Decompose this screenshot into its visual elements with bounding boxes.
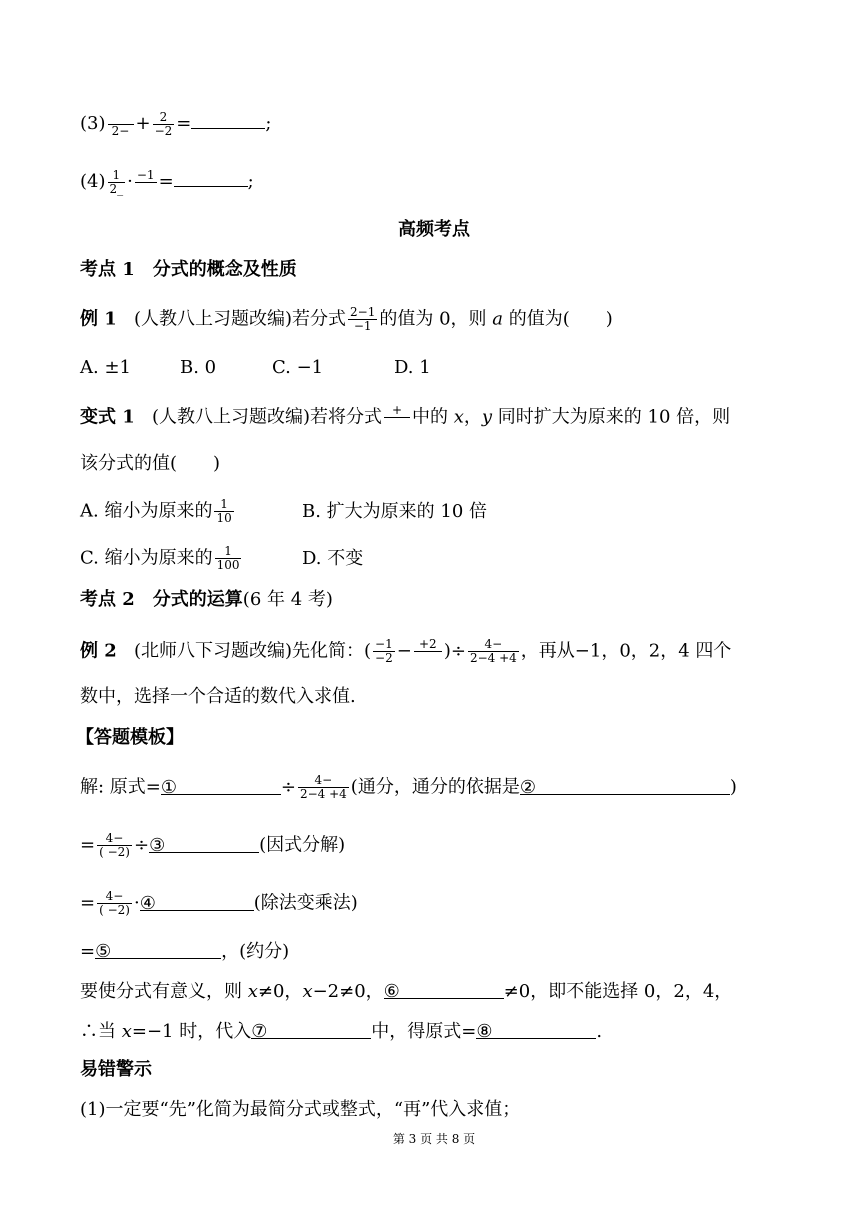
answer-blank-4[interactable]: [139, 892, 254, 914]
variant-1-text-end: 同时扩大为原来的 10 倍，则: [492, 406, 731, 428]
solution-line-1: [80, 774, 737, 801]
answer-blank-5[interactable]: [95, 940, 221, 962]
option-c-text: C. 缩小为原来的: [80, 547, 213, 569]
variant-1: [80, 404, 730, 431]
variable-y: y: [481, 406, 493, 428]
section-title: 高频考点: [398, 219, 470, 240]
answer-template-title: 【答题模板】: [76, 727, 184, 748]
solution-line-2: [80, 832, 345, 859]
solution-text: −2≠0，: [312, 981, 384, 1002]
example-2-fraction-1: $\frac{-1}{-2}$: [375, 637, 393, 665]
example-1: [80, 306, 613, 333]
circled-3: ③: [149, 834, 166, 856]
variable-x: x: [453, 406, 464, 428]
answer-blank-q4[interactable]: [174, 168, 248, 187]
variant-1-options-ab: [80, 498, 487, 525]
variant-1-fraction: +: [384, 404, 410, 431]
solution-line-4: [80, 940, 289, 964]
solution-text: 要使分式有意义，则: [80, 981, 248, 1002]
divide-sign: ÷: [280, 776, 296, 798]
circled-5: ⑤: [95, 941, 112, 962]
option-a-fraction: $\frac{1}{10}$: [216, 497, 232, 525]
example-2-fraction-2: +2: [414, 638, 442, 665]
circled-2: ②: [519, 776, 536, 798]
solution-text: ≠0，即不能选择 0，2，4，: [503, 981, 733, 1002]
answer-blank-2[interactable]: [519, 776, 730, 798]
q4-label: (4): [80, 171, 106, 192]
key-point-1-title: 考点 1 分式的概念及性质: [80, 259, 297, 280]
q4-fraction-2: −1: [136, 167, 155, 182]
circled-8: ⑧: [476, 1021, 493, 1042]
equals-sign: =: [80, 892, 96, 914]
example-1-label: 例 1: [80, 308, 117, 330]
q3-fraction-2: $\frac{2}{-2}$: [154, 109, 173, 138]
option-a[interactable]: A. ±1: [80, 357, 131, 378]
key-point-2: [80, 588, 333, 612]
dot-operator: ·: [127, 171, 133, 192]
warning-title: 易错警示: [80, 1059, 152, 1080]
equals-sign: =: [176, 113, 192, 134]
variant-1-text: 中的: [412, 406, 454, 428]
period: .: [596, 1021, 603, 1042]
example-1-source: (人教八上习题改编)若分式: [133, 308, 347, 330]
example-2: [80, 638, 731, 665]
answer-blank-7[interactable]: [251, 1020, 371, 1042]
variant-1-source: (人教八上习题改编)若将分式: [151, 406, 383, 428]
question-4: [80, 168, 254, 196]
variant-1-label: 变式 1: [80, 406, 135, 428]
close-paren: ): [729, 776, 737, 798]
example-1-options: [80, 356, 431, 380]
key-point-2-note: (6 年 4 考): [242, 589, 333, 610]
answer-blank-8[interactable]: [476, 1020, 596, 1042]
option-b[interactable]: B. 扩大为原来的 10 倍: [302, 500, 488, 522]
variable-x: x: [247, 981, 258, 1002]
solution-text: ∴当: [80, 1021, 122, 1042]
solution-fraction-1: $\frac{4-}{2-4 +4}$: [299, 773, 347, 801]
option-a-text: A. 缩小为原来的: [80, 500, 213, 522]
option-d[interactable]: D. 1: [394, 357, 431, 378]
solution-text: =−1 时，代入: [131, 1021, 252, 1042]
option-a[interactable]: [80, 498, 302, 525]
solution-fraction-2: $\frac{4-}{( -2)}$: [99, 831, 130, 859]
example-2-fraction-3: $\frac{4-}{2-4 +4}$: [469, 637, 517, 665]
example-2-line-2: 数中，选择一个合适的数代入求值.: [80, 686, 356, 707]
divide-sign: ÷: [133, 834, 150, 856]
variant-1-options-cd: [80, 545, 363, 572]
comma: ，: [463, 406, 482, 428]
solution-line-6: [80, 1020, 602, 1044]
example-1-text: 的值为 0，则: [379, 308, 493, 330]
example-2-source: (北师八下习题改编)先化简：(: [133, 640, 372, 662]
example-2-label: 例 2: [80, 640, 117, 662]
warning-item-1: (1)一定要“先”化简为最简分式或整式，“再”代入求值；: [80, 1099, 521, 1120]
solution-text: ≠0，: [257, 981, 303, 1002]
option-d[interactable]: D. 不变: [302, 547, 364, 569]
minus-sign: −: [396, 640, 412, 662]
dot-operator: ·: [133, 892, 140, 914]
circled-4: ④: [139, 892, 156, 914]
answer-blank-q3[interactable]: [191, 110, 265, 129]
question-3: [80, 110, 271, 138]
example-1-text-end: 的值为( ): [502, 308, 613, 330]
equals-sign: =: [80, 941, 96, 962]
variable-x: x: [121, 1021, 132, 1042]
answer-blank-1[interactable]: [160, 776, 281, 798]
answer-blank-6[interactable]: [383, 980, 504, 1002]
semicolon: ;: [265, 113, 272, 134]
semicolon: ;: [247, 171, 254, 192]
key-point-2-title: 考点 2 分式的运算: [80, 589, 243, 610]
circled-1: ①: [160, 776, 178, 798]
page-footer: 第 3 页 共 8 页: [392, 1132, 476, 1146]
solution-line-3: [80, 890, 358, 917]
circled-7: ⑦: [251, 1021, 268, 1042]
solution-note-4: ，(约分): [221, 941, 290, 962]
circled-6: ⑥: [383, 981, 400, 1002]
solution-note-1: (通分，通分的依据是: [350, 776, 520, 798]
example-2-text-end: ，再从−1，0，2，4 四个: [520, 640, 732, 662]
example-1-fraction: $\frac{2-1}{-1}$: [350, 305, 376, 333]
option-c[interactable]: [80, 545, 302, 572]
divide-sign: )÷: [443, 640, 466, 662]
solution-text: 中，得原式=: [371, 1021, 477, 1042]
plus-sign: +: [135, 113, 151, 134]
solution-note-2: (因式分解): [259, 834, 346, 856]
variable-x: x: [302, 981, 313, 1002]
variant-1-line-2: 该分式的值( ): [80, 453, 221, 474]
variable-a: a: [492, 308, 503, 330]
solution-line-5: [80, 980, 732, 1004]
q4-fraction-1: $\frac{1}{2\_}$: [109, 167, 124, 196]
option-c[interactable]: C. −1: [272, 357, 324, 378]
solution-start: 解: 原式=: [80, 776, 161, 798]
equals-sign: =: [158, 171, 174, 192]
q3-label: (3): [80, 113, 106, 134]
q3-fraction-1: 2−: [108, 111, 134, 138]
solution-note-3: (除法变乘法): [253, 892, 358, 914]
solution-fraction-3: $\frac{4-}{( -2)}$: [99, 889, 130, 917]
answer-blank-3[interactable]: [149, 834, 259, 856]
option-c-fraction: $\frac{1}{100}$: [216, 544, 240, 572]
equals-sign: =: [80, 834, 96, 856]
option-b[interactable]: B. 0: [180, 357, 217, 378]
